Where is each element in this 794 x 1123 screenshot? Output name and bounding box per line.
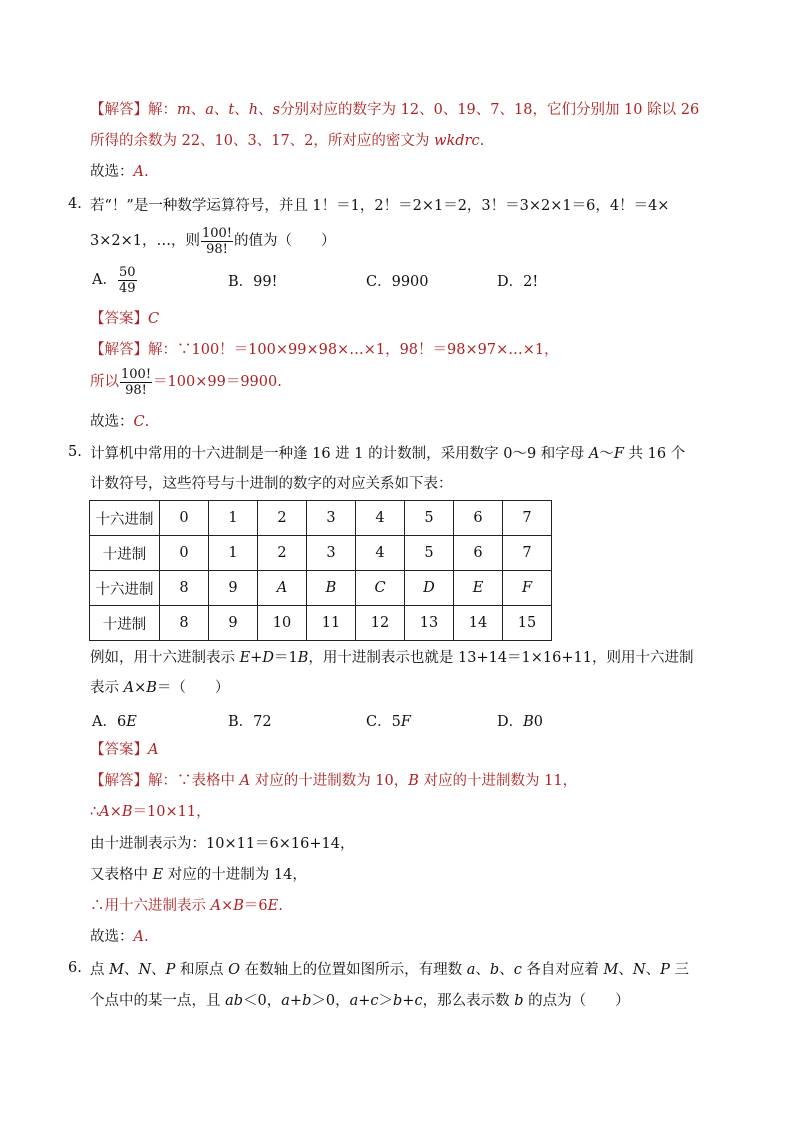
table-cell: 3: [307, 501, 356, 536]
hex-table: [89, 500, 552, 641]
table-cell: 4: [356, 536, 405, 571]
var-A: A: [239, 773, 251, 789]
table-cell: 7: [503, 536, 552, 571]
table-row: [90, 501, 552, 536]
example-pre: 例如，用十六进制表示: [90, 650, 240, 666]
option-label: A．: [92, 272, 117, 288]
var-s: s: [272, 102, 281, 118]
q5-solution-line4: [90, 865, 307, 885]
table-cell: 15: [503, 606, 552, 641]
var-B: B: [121, 804, 133, 820]
solution-text: ∴用十六进制表示: [90, 898, 211, 914]
table-cell: 8: [160, 606, 209, 641]
option-b: B．99!: [228, 274, 278, 290]
q5-line1: [90, 444, 685, 464]
q5-solution-line1: [90, 771, 577, 791]
solution-tag: 【解答】: [90, 773, 148, 789]
q3-solution-line1: [90, 100, 699, 120]
table-cell: 7: [503, 501, 552, 536]
sep: 、: [645, 962, 661, 978]
sep: 、: [234, 102, 249, 118]
text: 在数轴上的位置如图所示，有理数: [240, 962, 467, 978]
solution-text: 对应的十进制数为 11，: [418, 773, 578, 789]
period: .: [143, 164, 149, 180]
text: 三: [669, 962, 689, 978]
option-d: [497, 710, 543, 731]
tilde: ～: [599, 446, 614, 462]
q4-line2-post: 的值为（ ）: [234, 233, 336, 249]
solution-tag: 【解答】: [90, 102, 148, 118]
q4-line2: [90, 224, 336, 258]
q5-solution-line2: [90, 802, 211, 822]
example-pre: 表示: [90, 680, 124, 696]
table-cell: E: [454, 571, 503, 606]
table-cell: 9: [209, 571, 258, 606]
solution-text: ＝6: [243, 898, 268, 914]
var-m: m: [177, 102, 191, 118]
fraction-denominator: 49: [118, 280, 136, 296]
table-cell: 十进制: [90, 606, 160, 641]
var-E: E: [239, 650, 251, 666]
q5-example-line1: [90, 648, 693, 668]
option-text: C．5: [366, 714, 401, 730]
solution-text: 对应的十进制为 14，: [163, 867, 307, 883]
option-c: C．9900: [366, 274, 429, 290]
var-ab: ab: [225, 993, 244, 1009]
q5-choose: [90, 927, 149, 947]
sep: 、: [258, 102, 273, 118]
sep: 、: [499, 962, 514, 978]
var-M: M: [109, 962, 124, 978]
answer-tag: 【答案】: [90, 311, 148, 327]
var-a: a: [466, 962, 476, 978]
example-post: ＝（ ）: [156, 680, 230, 696]
option-var: B: [523, 714, 534, 730]
q5-solution-line5: [90, 896, 283, 916]
times: ×: [109, 804, 122, 820]
q4-line2-pre: 3×2×1，…，则: [90, 233, 200, 249]
table-cell: D: [405, 571, 454, 606]
choose-label: 故选：: [90, 929, 134, 945]
solution-pre: 所以: [90, 374, 119, 390]
sep: 、: [123, 962, 139, 978]
q5-line2: 计数符号，这些符号与十进制的数字的对应关系如下表：: [90, 476, 453, 492]
q6-line1: [90, 960, 689, 980]
var-b: b: [489, 962, 500, 978]
equals: ＝1: [274, 650, 298, 666]
table-cell: A: [258, 571, 307, 606]
var-N: N: [632, 962, 646, 978]
option-d: D．2!: [497, 274, 539, 290]
table-cell: 8: [160, 571, 209, 606]
table-cell: 0: [160, 501, 209, 536]
text: 各自对应着: [521, 962, 604, 978]
q4-solution-line2: [90, 365, 282, 399]
table-cell: 13: [405, 606, 454, 641]
table-cell: 2: [258, 501, 307, 536]
solution-text: 解：∵表格中: [148, 773, 240, 789]
question-number: 5.: [68, 444, 82, 460]
table-cell: 2: [258, 536, 307, 571]
solution-text: 对应的十进制数为 10，: [250, 773, 409, 789]
var-B: B: [233, 898, 244, 914]
table-row: [90, 536, 552, 571]
q4-answer: [90, 309, 159, 329]
table-cell: 十进制: [90, 536, 160, 571]
plus: +: [250, 650, 263, 666]
table-cell: C: [356, 571, 405, 606]
option-a: [92, 710, 137, 731]
solution-tag: 【解答】: [90, 342, 148, 358]
option-a: [92, 263, 138, 297]
sep: 、: [618, 962, 633, 978]
table-cell: 5: [405, 501, 454, 536]
var-A: A: [99, 804, 110, 820]
fraction-numerator: 50: [118, 264, 136, 280]
table-row: [90, 606, 552, 641]
table-cell: 6: [454, 536, 503, 571]
option-text: D．: [497, 714, 524, 730]
var-E: E: [152, 867, 164, 883]
var-P: P: [165, 962, 176, 978]
var-c: c: [513, 962, 522, 978]
var-B: B: [297, 650, 309, 666]
period: .: [479, 133, 485, 149]
var-M: M: [603, 962, 619, 978]
text: ＞0，: [311, 993, 350, 1009]
answer-value: A: [148, 742, 159, 758]
text: 的点为（ ）: [523, 993, 630, 1009]
solution-prefix: 解：: [148, 102, 177, 118]
var-N: N: [138, 962, 152, 978]
question-number: 6.: [68, 960, 82, 976]
table-cell: 6: [454, 501, 503, 536]
table-cell: B: [307, 571, 356, 606]
var-D: D: [262, 650, 274, 666]
text: ＜0，: [243, 993, 282, 1009]
solution-text: ＝10×11，: [132, 804, 211, 820]
times: ×: [221, 898, 234, 914]
answer-value: C: [148, 311, 160, 327]
fraction: [201, 226, 233, 257]
period: .: [144, 414, 150, 430]
cipher-text: wkdrc: [434, 133, 480, 149]
var-a: a: [205, 102, 214, 118]
option-c: [366, 710, 411, 731]
fraction-denominator: 98!: [206, 241, 228, 257]
choose-label: 故选：: [90, 414, 134, 430]
text: 点: [90, 962, 110, 978]
expr-b-plus-c: b+c: [393, 993, 423, 1009]
table-cell: 11: [307, 606, 356, 641]
q3-text1: 分别对应的数字为 12、0、19、7、18，它们分别加 10 除以 26: [280, 102, 700, 118]
table-cell: 1: [209, 501, 258, 536]
var-B: B: [146, 680, 157, 696]
solution-post: ＝100×99＝9900.: [153, 374, 282, 390]
var-t: t: [228, 102, 235, 118]
solution-text: ∴: [90, 804, 100, 820]
table-cell: 1: [209, 536, 258, 571]
choose-label: 故选：: [90, 164, 134, 180]
table-cell: F: [503, 571, 552, 606]
var-P: P: [660, 962, 670, 978]
text: 个点中的某一点，且: [90, 993, 226, 1009]
table-cell: 0: [160, 536, 209, 571]
option-text: 0: [533, 714, 544, 730]
period: .: [143, 929, 149, 945]
fraction-numerator: 100!: [121, 366, 152, 382]
choose-answer: A: [133, 929, 144, 945]
var-F: F: [613, 446, 624, 462]
example-post: ，用十进制表示也就是 13+14＝1×16+11，则用十六进制: [308, 650, 694, 666]
q5-line1-pre: 计算机中常用的十六进制是一种逢 16 进 1 的计数制，采用数字 0～9 和字母: [90, 446, 589, 462]
fraction-denominator: 98!: [125, 382, 147, 398]
text: 和原点: [175, 962, 229, 978]
q4-line1: 若“！”是一种数学运算符号，并且 1！＝1，2！＝2×1＝2，3！＝3×2×1＝6，4！＝4×: [90, 198, 670, 214]
q5-line1-post: 共 16 个: [623, 446, 686, 462]
times: ×: [134, 680, 147, 696]
fraction-numerator: 100!: [201, 225, 233, 241]
sep: 、: [475, 962, 490, 978]
option-text: A．6: [92, 714, 127, 730]
text: ，那么表示数: [422, 993, 515, 1009]
q5-solution-line3: 由十进制表示为：10×11＝6×16+14，: [90, 836, 355, 852]
table-cell: 3: [307, 536, 356, 571]
table-cell: 9: [209, 606, 258, 641]
fraction: [118, 265, 137, 296]
var-A: A: [210, 898, 222, 914]
period: .: [278, 898, 283, 914]
q3-solution-line2: [90, 131, 484, 151]
table-cell: 14: [454, 606, 503, 641]
table-cell: 十六进制: [90, 571, 160, 606]
sep: 、: [151, 962, 166, 978]
option-var: F: [400, 714, 411, 730]
q4-solution-line1: [90, 340, 559, 360]
text: ＞: [378, 993, 394, 1009]
solution-text: 又表格中: [90, 867, 153, 883]
var-B: B: [408, 773, 419, 789]
table-cell: 5: [405, 536, 454, 571]
var-E: E: [267, 898, 279, 914]
q5-answer: [90, 740, 158, 760]
sep: 、: [213, 102, 229, 118]
q6-line2: [90, 991, 630, 1011]
q3-choose: [90, 162, 149, 182]
var-h: h: [248, 102, 259, 118]
option-var: E: [126, 714, 137, 730]
table-cell: 十六进制: [90, 501, 160, 536]
choose-answer: C: [133, 414, 145, 430]
sep: 、: [190, 102, 206, 118]
expr-a-plus-b: a+b: [281, 993, 312, 1009]
solution-text: 解：∵100！＝100×99×98×…×1，98！＝98×97×…×1，: [148, 342, 559, 358]
table-cell: 4: [356, 501, 405, 536]
choose-answer: A: [133, 164, 144, 180]
q3-text2: 所得的余数为 22、10、3、17、2，所对应的密文为: [90, 133, 435, 149]
var-b: b: [514, 993, 524, 1009]
var-O: O: [228, 962, 241, 978]
q4-choose: [90, 412, 149, 432]
q5-example-line2: [90, 678, 229, 698]
table-row: [90, 571, 552, 606]
question-number: 4.: [68, 196, 82, 212]
option-b: B．72: [228, 714, 272, 730]
expr-a-plus-c: a+c: [349, 993, 379, 1009]
table-cell: 12: [356, 606, 405, 641]
table-cell: 10: [258, 606, 307, 641]
var-A: A: [588, 446, 600, 462]
fraction: [120, 367, 152, 398]
answer-tag: 【答案】: [90, 742, 148, 758]
var-A: A: [123, 680, 135, 696]
